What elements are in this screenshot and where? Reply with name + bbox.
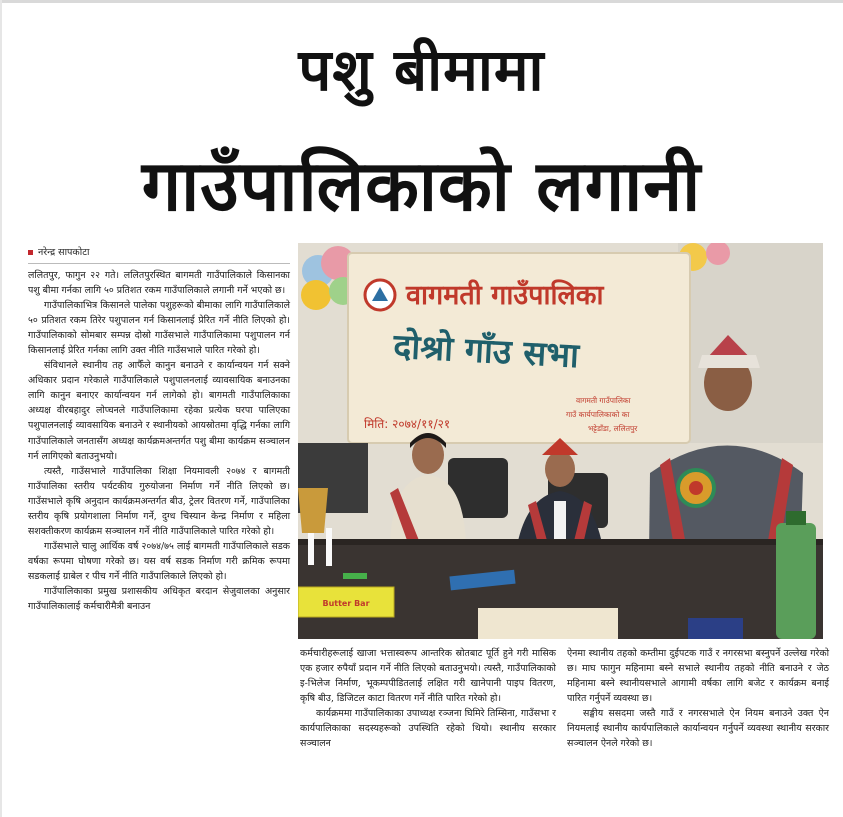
paragraph: कार्यक्रममा गाउँपालिकाका उपाध्यक्ष रञ्जना घिमिरे तिम्सिना, गाउँसभा र कार्यपालिकाका सदस्यहरूको उपस्थिति रहेको थियो। स्थानीय सरकार सञ्चालन: [300, 708, 556, 750]
headline-line-2: गाउँपालिकाको लगानी: [141, 145, 702, 227]
byline-marker-icon: [28, 250, 33, 255]
article-column-1: [28, 268, 290, 614]
article-column-3: [567, 646, 829, 751]
article-column-2: [300, 646, 556, 751]
paragraph: गाउँसभाले चालु आर्थिक वर्ष २०७४/७५ लाई बागमती गाउँपालिकाले सडक वर्षका रूपमा घोषणा गरेको छ। यस वर्ष सडक निर्माण गरी क्रमिक रूपमा सडकलाई ग्राबेल र पीच गर्ने नीति गाउँपालिकाले लिएको हो।: [28, 540, 290, 582]
paragraph: गाउँपालिकाभित्र किसानले पालेका पशुहरूको बीमाका लागि गाउँपालिकाले ५० प्रतिशत रकम तिरेर पशुपालन गर्न किसानलाई प्रेरित गर्ने नीति लिएको हो। गाउँपालिकाको सोमबार सम्पन्न दोस्रो गाउँसभाले गाउँपालिकामा पशुपालन गर्न किसानलाई प्रेरित गर्नका लागि उक्त नीति गाउँसभाले पारित गरेको हो।: [28, 300, 290, 357]
paragraph: गाउँपालिकाका प्रमुख प्रशासकीय अधिकृत बरदान सेजुवालका अनुसार गाउँपालिकालाई कर्मचारीमैत्री बनाउन: [28, 585, 290, 613]
paragraph: त्यस्तै, गाउँसभाले गाउँपालिका शिक्षा नियमावली २०७४ र बागमती गाउँपालिका स्तरीय पर्यटकीय गुरुयोजना निर्माण गर्ने नीति लिएको छ। गाउँसभाले कृषि अनुदान कार्यक्रमअन्तर्गत बीउ, ट्रेलर वितरण गर्ने, गाउँपालिका स्तरीय कृषि प्रयोगशाला निर्माण गर्ने, दुग्ध चिस्यान केन्द्र निर्माण र महिला सशक्तीकरण कार्यक्रम सञ्चालन गर्ने नीति गाउँपालिकाले पारित गरेको हो।: [28, 465, 290, 537]
paragraph: ऐनमा स्थानीय तहको कम्तीमा दुईपटक गाउँ र नगरसभा बस्नुपर्ने उल्लेख गरेको छ। माघ फागुन महिनामा बस्ने सभाले स्थानीय तहको नीति बनाउने र जेठ महिनामा बस्ने स्थानीयसभाले आगामी वर्षका लागि बजेट र कार्यक्रम बनाई पारित गर्नुपर्ने व्यवस्था छ।: [567, 648, 829, 705]
banner-date: मिति: २०७४/११/२१: [364, 417, 451, 431]
page-border-left: [0, 0, 2, 817]
page-border-top: [0, 0, 843, 3]
headline-line-1: पशु बीमामा: [298, 36, 545, 104]
banner-small-3: भट्टेडाँडा, ललितपुर: [588, 424, 638, 433]
banner-small-2: गाउँ कार्यपालिकाको का: [566, 410, 630, 419]
paragraph: ललितपुर, फागुन २२ गते। ललितपुरस्थित बागमती गाउँपालिकाले किसानका पशु बीमा गर्नका लागि ५० प्रतिशत रकम गाउँपालिकाले लगानी गर्ने भएको छ।: [28, 270, 290, 297]
banner-title: वागमती गाउँपालिका: [406, 280, 604, 311]
paragraph: कर्मचारीहरूलाई खाजा भत्तास्वरूप आन्तरिक स्रोतबाट पूर्ति हुने गरी मासिक एक हजार रुपैयाँ प्रदान गर्ने नीति लिएको बताउनुभयो। त्यस्तै, गाउँपालिकाको इ-भिलेज निर्माण, भूकम्पपीडितलाई लक्षित गरी खानेपानी पाइप वितरण, कृषि बीउ, डिजिटल काटा वितरण गर्ने नीति पारित गरेको हो।: [300, 648, 556, 705]
byline-divider: [28, 263, 290, 264]
paragraph: संविधानले स्थानीय तह आफैँले कानुन बनाउने र कार्यान्वयन गर्न सक्ने अधिकार प्रदान गरेकाले गाउँपालिकाले पशुपालनलाई व्यावसायिक बनाउनका लागि कानुन बनाएर कार्यान्वयन गर्न लागेको हो। बागमती गाउँपालिकाका अध्यक्ष वीरबहादुर लोप्चनले गाउँपालिकामा रहेका प्रत्येक घरपा पालिएका पशुपालनलाई व्यावसायिक बनाउने र स्थानीयको आयस्रोतमा वृद्धि गर्नका लागि गाउँपालिकाले जनतासँग अध्यक्ष कार्यक्रमअन्तर्गत पशु बीमा कार्यक्रम सञ्चालन गर्न लागिएको बताउनुभयो।: [28, 360, 290, 462]
event-photo: [298, 243, 823, 639]
banner-subtitle: दोश्रो गाँउ सभा: [392, 326, 580, 377]
byline-author: नरेन्द्र सापकोटा: [38, 247, 90, 258]
box-label: Butter Bar: [322, 599, 370, 608]
byline: [28, 245, 290, 261]
paragraph: सङ्घीय ससदमा जस्तै गाउँ र नगरसभाले ऐन नियम बनाउने उक्त ऐन नियमलाई स्थानीय कार्यपालिकाले कार्यान्वयन गर्नुपर्ने व्यवस्था स्थानीय सरकार सञ्चालन ऐनले गरेको छ।: [567, 708, 829, 750]
banner-small-1: वागमती गाउँपालिका: [576, 396, 631, 405]
